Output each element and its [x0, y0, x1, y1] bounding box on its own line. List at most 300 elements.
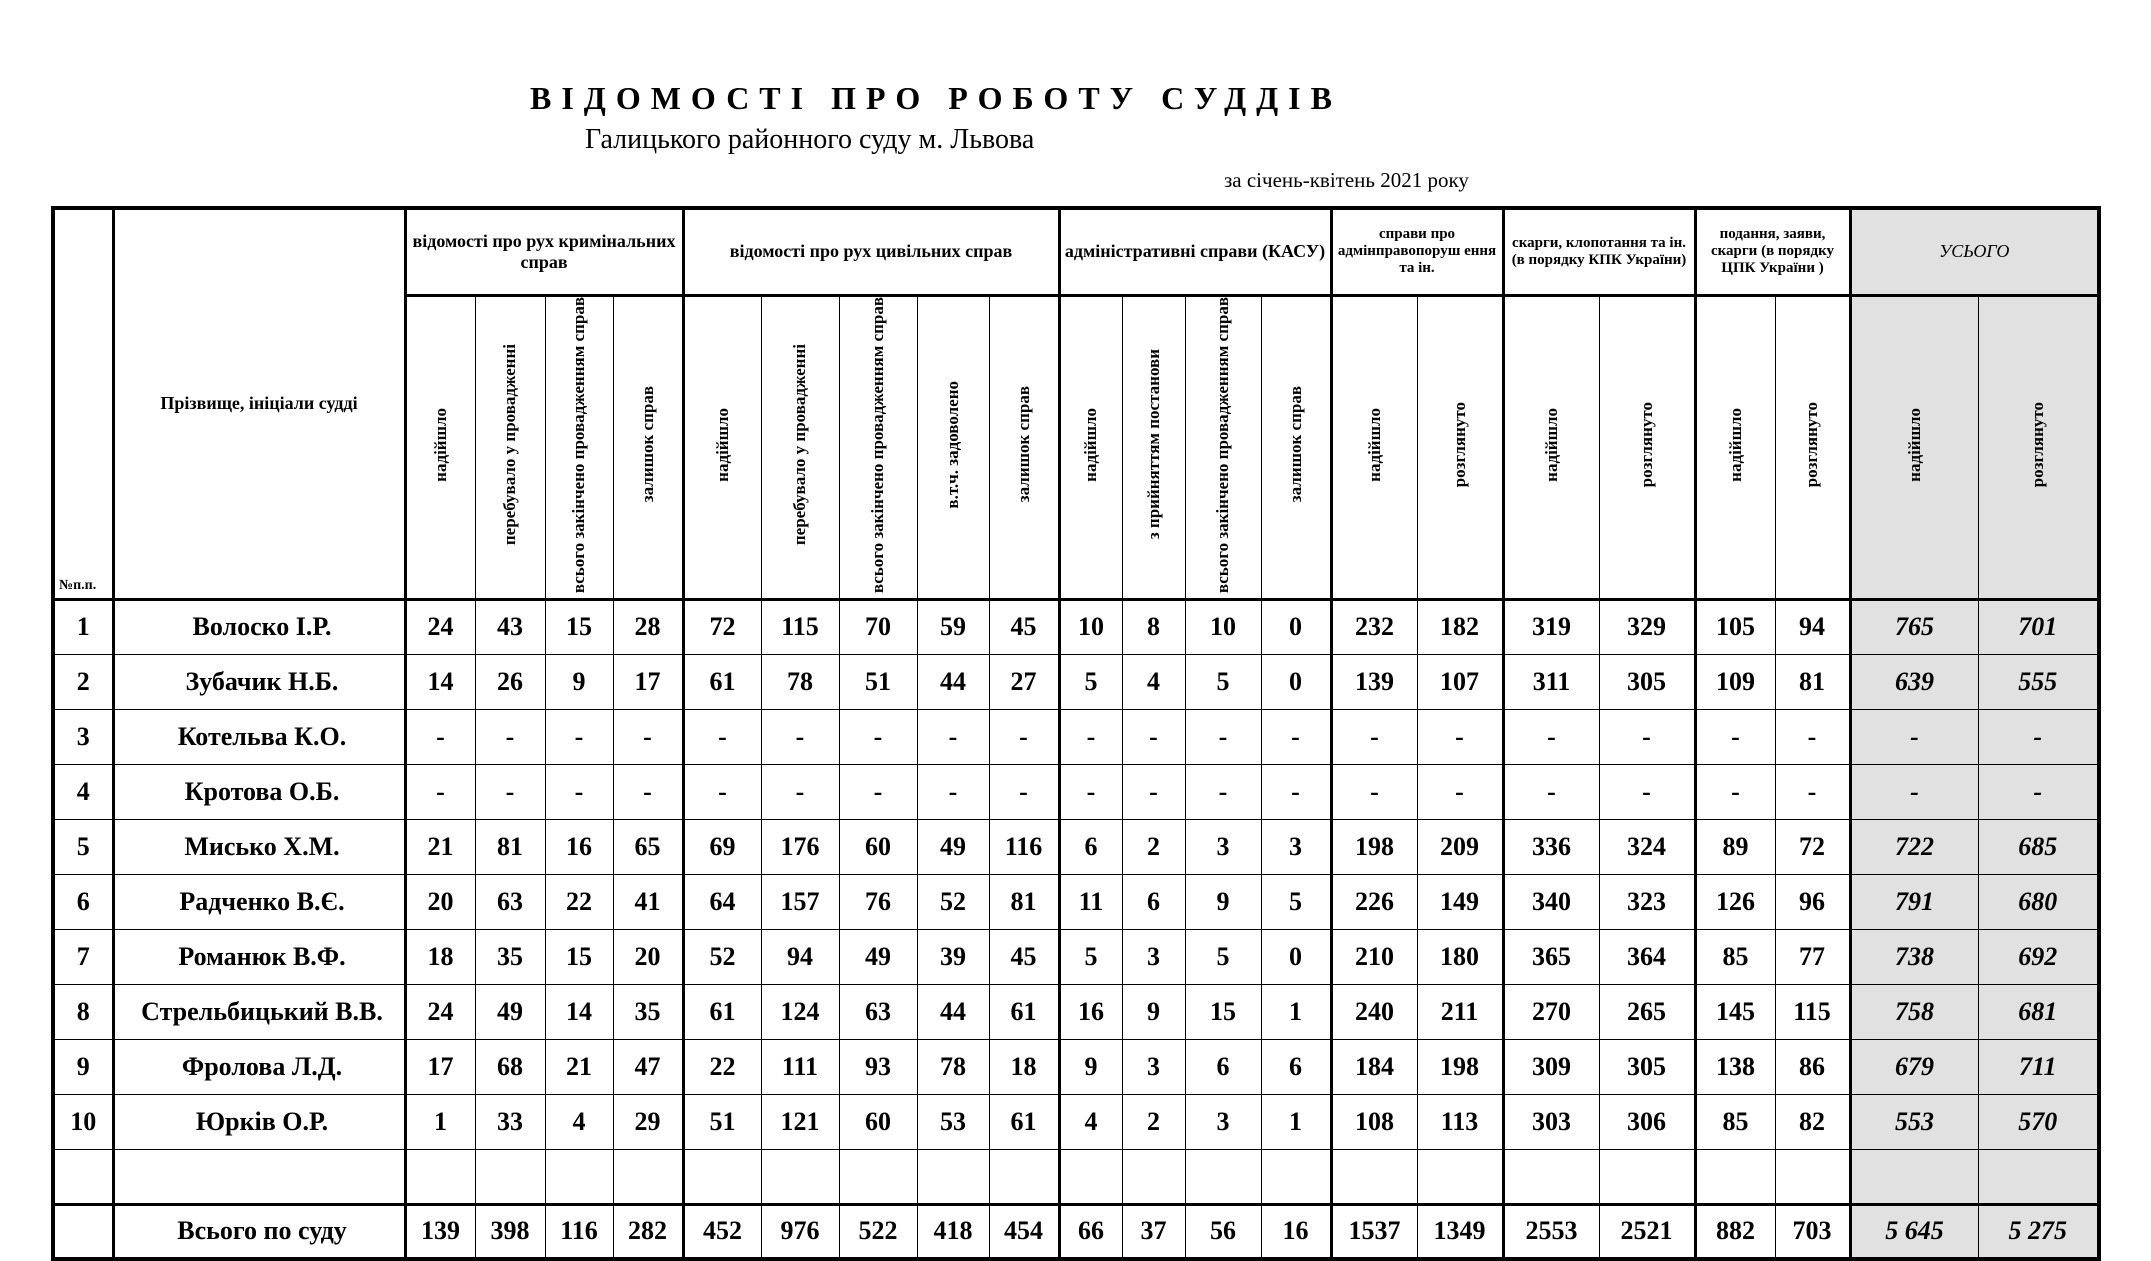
subheader-cell	[613, 295, 683, 599]
value-cell: 72	[1775, 819, 1850, 874]
column-number-header: №п.п.	[53, 208, 113, 599]
value-cell: 0	[1261, 929, 1331, 984]
value-cell: 89	[1695, 819, 1775, 874]
value-cell: 9	[1059, 1039, 1122, 1094]
total-considered-cell: 685	[1978, 819, 2099, 874]
value-cell: 14	[545, 984, 613, 1039]
judge-name: Романюк В.Ф.	[113, 929, 405, 984]
subheader-cell	[405, 295, 475, 599]
value-cell: 49	[839, 929, 917, 984]
value-cell: -	[1331, 764, 1417, 819]
subheader-cell	[917, 295, 989, 599]
value-cell: 51	[839, 654, 917, 709]
table-row	[53, 1039, 2099, 1094]
subheader-cell	[1599, 295, 1695, 599]
value-cell: 11	[1059, 874, 1122, 929]
subheader-with-resolution: з прийняттям постанови	[1143, 349, 1163, 540]
value-cell	[1599, 1149, 1695, 1204]
value-cell: -	[839, 709, 917, 764]
value-cell: 35	[475, 929, 545, 984]
value-cell: 10	[1059, 599, 1122, 654]
total-received-cell: 5 645	[1850, 1204, 1978, 1259]
value-cell: 139	[405, 1204, 475, 1259]
table-row	[53, 599, 2099, 654]
value-cell: 1537	[1331, 1204, 1417, 1259]
value-cell	[1059, 1149, 1122, 1204]
subheader-cell	[1695, 295, 1775, 599]
value-cell: 365	[1503, 929, 1599, 984]
value-cell: 305	[1599, 1039, 1695, 1094]
total-considered-cell: 570	[1978, 1094, 2099, 1149]
value-cell: 138	[1695, 1039, 1775, 1094]
value-cell: 15	[545, 929, 613, 984]
judge-name: Юрків О.Р.	[113, 1094, 405, 1149]
total-received-cell: 758	[1850, 984, 1978, 1039]
value-cell: 68	[475, 1039, 545, 1094]
value-cell	[683, 1149, 761, 1204]
value-cell: 306	[1599, 1094, 1695, 1149]
value-cell: 22	[545, 874, 613, 929]
value-cell: 3	[1122, 929, 1185, 984]
value-cell: 85	[1695, 929, 1775, 984]
summary-row	[53, 1204, 2099, 1259]
value-cell: 2553	[1503, 1204, 1599, 1259]
value-cell: 176	[761, 819, 839, 874]
value-cell	[1185, 1149, 1261, 1204]
row-number: 7	[53, 929, 113, 984]
value-cell: 10	[1185, 599, 1261, 654]
value-cell: 60	[839, 1094, 917, 1149]
value-cell: 198	[1417, 1039, 1503, 1094]
value-cell: 126	[1695, 874, 1775, 929]
value-cell: 211	[1417, 984, 1503, 1039]
table-row	[53, 709, 2099, 764]
group-complaints-kpk-header: скарги, клопотання та ін. (в порядку КПК України)	[1503, 208, 1695, 295]
value-cell: -	[405, 764, 475, 819]
value-cell: 17	[405, 1039, 475, 1094]
subheader-in-proceedings: перебувало у провадженні	[790, 344, 810, 546]
total-considered-cell	[1978, 1149, 2099, 1204]
subheader-total-considered: розглянуто	[2028, 401, 2048, 488]
value-cell: -	[545, 709, 613, 764]
value-cell: 59	[917, 599, 989, 654]
value-cell: 51	[683, 1094, 761, 1149]
value-cell: 16	[545, 819, 613, 874]
value-cell: 282	[613, 1204, 683, 1259]
value-cell: 14	[405, 654, 475, 709]
judge-name: Фролова Л.Д.	[113, 1039, 405, 1094]
value-cell	[405, 1149, 475, 1204]
group-total-header: УСЬОГО	[1850, 208, 2099, 295]
value-cell: 65	[613, 819, 683, 874]
value-cell: -	[917, 709, 989, 764]
table-row	[53, 819, 2099, 874]
subheader-completed: всього закінчено провадженням справ	[868, 296, 888, 593]
value-cell: 78	[761, 654, 839, 709]
total-received-cell: -	[1850, 709, 1978, 764]
value-cell: 76	[839, 874, 917, 929]
value-cell: 418	[917, 1204, 989, 1259]
value-cell: 184	[1331, 1039, 1417, 1094]
subheader-cell	[761, 295, 839, 599]
value-cell: 70	[839, 599, 917, 654]
value-cell: -	[683, 764, 761, 819]
value-cell: 18	[405, 929, 475, 984]
value-cell: 116	[545, 1204, 613, 1259]
value-cell: 8	[1122, 599, 1185, 654]
value-cell: 270	[1503, 984, 1599, 1039]
row-number: 3	[53, 709, 113, 764]
value-cell: 336	[1503, 819, 1599, 874]
value-cell: 16	[1059, 984, 1122, 1039]
value-cell: 115	[1775, 984, 1850, 1039]
value-cell: 28	[613, 599, 683, 654]
total-received-cell: -	[1850, 764, 1978, 819]
subheader-cell	[1775, 295, 1850, 599]
value-cell: 93	[839, 1039, 917, 1094]
value-cell: 4	[1059, 1094, 1122, 1149]
value-cell: 105	[1695, 599, 1775, 654]
value-cell: 43	[475, 599, 545, 654]
value-cell: 113	[1417, 1094, 1503, 1149]
total-received-cell: 639	[1850, 654, 1978, 709]
value-cell: 198	[1331, 819, 1417, 874]
value-cell	[1417, 1149, 1503, 1204]
value-cell: -	[405, 709, 475, 764]
value-cell: 56	[1185, 1204, 1261, 1259]
total-received-cell: 553	[1850, 1094, 1978, 1149]
value-cell: -	[1122, 709, 1185, 764]
group-petitions-cpk-header: подання, заяви, скарги (в порядку ЦПК України )	[1695, 208, 1850, 295]
value-cell: 2521	[1599, 1204, 1695, 1259]
table-row	[53, 1094, 2099, 1149]
total-considered-cell: 5 275	[1978, 1204, 2099, 1259]
value-cell: -	[1059, 764, 1122, 819]
value-cell: -	[1695, 709, 1775, 764]
value-cell: -	[545, 764, 613, 819]
value-cell: 94	[1775, 599, 1850, 654]
row-number	[53, 1149, 113, 1204]
court-name: Галицького районного суду м. Львова	[585, 124, 1035, 155]
value-cell: 96	[1775, 874, 1850, 929]
value-cell: 6	[1261, 1039, 1331, 1094]
table-row	[53, 874, 2099, 929]
subheader-remaining: залишок справ	[637, 386, 657, 503]
value-cell: 60	[839, 819, 917, 874]
subheader-cell	[989, 295, 1059, 599]
value-cell: -	[1261, 764, 1331, 819]
subheader-cell	[1261, 295, 1331, 599]
subheader-remaining: залишок справ	[1013, 386, 1033, 503]
value-cell: 24	[405, 984, 475, 1039]
value-cell: -	[1503, 709, 1599, 764]
row-number: 4	[53, 764, 113, 819]
value-cell: 20	[405, 874, 475, 929]
value-cell: 61	[989, 1094, 1059, 1149]
value-cell: 145	[1695, 984, 1775, 1039]
value-cell: 232	[1331, 599, 1417, 654]
value-cell: 210	[1331, 929, 1417, 984]
value-cell: -	[1185, 709, 1261, 764]
row-number: 10	[53, 1094, 113, 1149]
subheader-received: надійшло	[1364, 407, 1384, 482]
value-cell: 61	[989, 984, 1059, 1039]
report-title: ВІДОМОСТІ ПРО РОБОТУ СУДДІВ	[530, 80, 1342, 116]
value-cell	[475, 1149, 545, 1204]
row-number: 2	[53, 654, 113, 709]
value-cell: 26	[475, 654, 545, 709]
value-cell: 109	[1695, 654, 1775, 709]
value-cell: 22	[683, 1039, 761, 1094]
value-cell: -	[1599, 764, 1695, 819]
row-number: 6	[53, 874, 113, 929]
total-received-cell	[1850, 1149, 1978, 1204]
value-cell	[613, 1149, 683, 1204]
subheader-received: надійшло	[712, 407, 732, 482]
value-cell: 1	[1261, 1094, 1331, 1149]
value-cell: 77	[1775, 929, 1850, 984]
value-cell: 121	[761, 1094, 839, 1149]
value-cell: 44	[917, 654, 989, 709]
subheader-in-proceedings: перебувало у провадженні	[500, 344, 520, 546]
judge-name	[113, 1149, 405, 1204]
value-cell	[839, 1149, 917, 1204]
value-cell: 329	[1599, 599, 1695, 654]
value-cell: 4	[545, 1094, 613, 1149]
value-cell: -	[475, 764, 545, 819]
value-cell: 39	[917, 929, 989, 984]
value-cell: 398	[475, 1204, 545, 1259]
subheader-received: надійшло	[1081, 407, 1101, 482]
subheader-cell	[839, 295, 917, 599]
table-row	[53, 984, 2099, 1039]
judge-name: Зубачик Н.Б.	[113, 654, 405, 709]
value-cell: 0	[1261, 654, 1331, 709]
value-cell: -	[1059, 709, 1122, 764]
value-cell: 2	[1122, 1094, 1185, 1149]
value-cell	[1695, 1149, 1775, 1204]
value-cell: 6	[1122, 874, 1185, 929]
value-cell: 265	[1599, 984, 1695, 1039]
subheader-completed: всього закінчено провадженням справ	[1213, 296, 1233, 593]
value-cell: 47	[613, 1039, 683, 1094]
value-cell: 63	[839, 984, 917, 1039]
value-cell: 61	[683, 984, 761, 1039]
value-cell: 66	[1059, 1204, 1122, 1259]
value-cell: 311	[1503, 654, 1599, 709]
value-cell: 149	[1417, 874, 1503, 929]
value-cell: 21	[405, 819, 475, 874]
value-cell: 324	[1599, 819, 1695, 874]
value-cell: 3	[1122, 1039, 1185, 1094]
value-cell: 49	[917, 819, 989, 874]
subheader-satisfied: в.т.ч. задоволено	[943, 380, 963, 509]
value-cell: 703	[1775, 1204, 1850, 1259]
value-cell: 49	[475, 984, 545, 1039]
value-cell: 21	[545, 1039, 613, 1094]
judge-name: Радченко В.Є.	[113, 874, 405, 929]
total-received-cell: 738	[1850, 929, 1978, 984]
row-number: 8	[53, 984, 113, 1039]
value-cell: 63	[475, 874, 545, 929]
value-cell	[1261, 1149, 1331, 1204]
value-cell	[989, 1149, 1059, 1204]
group-admin-offences-header: справи про адмінправопоруш ення та ін.	[1331, 208, 1503, 295]
value-cell: -	[761, 709, 839, 764]
value-cell: 0	[1261, 599, 1331, 654]
value-cell: 5	[1185, 654, 1261, 709]
value-cell: 27	[989, 654, 1059, 709]
value-cell: 107	[1417, 654, 1503, 709]
value-cell: 45	[989, 929, 1059, 984]
value-cell: 5	[1059, 929, 1122, 984]
value-cell: 6	[1059, 819, 1122, 874]
subheader-received: надійшло	[1725, 407, 1745, 482]
value-cell: 9	[1185, 874, 1261, 929]
subheader-cell	[1122, 295, 1185, 599]
value-cell: 52	[917, 874, 989, 929]
value-cell	[1503, 1149, 1599, 1204]
report-period: за січень-квітень 2021 року	[1224, 168, 1469, 192]
summary-label: Всього по суду	[113, 1204, 405, 1259]
total-considered-cell: 555	[1978, 654, 2099, 709]
value-cell: 82	[1775, 1094, 1850, 1149]
judge-name: Волоско І.Р.	[113, 599, 405, 654]
value-cell: 452	[683, 1204, 761, 1259]
value-cell: 17	[613, 654, 683, 709]
value-cell: 5	[1185, 929, 1261, 984]
subheader-cell	[1185, 295, 1261, 599]
subheader-cell	[545, 295, 613, 599]
subheader-received: надійшло	[430, 407, 450, 482]
value-cell: 3	[1185, 819, 1261, 874]
value-cell: 78	[917, 1039, 989, 1094]
value-cell: 323	[1599, 874, 1695, 929]
value-cell: 18	[989, 1039, 1059, 1094]
value-cell: 303	[1503, 1094, 1599, 1149]
value-cell: 85	[1695, 1094, 1775, 1149]
value-cell: -	[989, 764, 1059, 819]
value-cell: -	[683, 709, 761, 764]
value-cell	[1122, 1149, 1185, 1204]
value-cell	[1331, 1149, 1417, 1204]
value-cell: 20	[613, 929, 683, 984]
judge-name: Стрельбицький В.В.	[113, 984, 405, 1039]
value-cell: 29	[613, 1094, 683, 1149]
subheader-considered: розглянуто	[1449, 401, 1469, 488]
subheader-cell	[683, 295, 761, 599]
value-cell: -	[1331, 709, 1417, 764]
total-considered-cell: 711	[1978, 1039, 2099, 1094]
group-administrative-cases-header: адміністративні справи (КАСУ)	[1059, 208, 1331, 295]
value-cell: 9	[1122, 984, 1185, 1039]
judge-name: Котельва К.О.	[113, 709, 405, 764]
value-cell: -	[917, 764, 989, 819]
value-cell	[917, 1149, 989, 1204]
value-cell: 882	[1695, 1204, 1775, 1259]
value-cell: 305	[1599, 654, 1695, 709]
value-cell: -	[1775, 764, 1850, 819]
value-cell: 1349	[1417, 1204, 1503, 1259]
value-cell	[1775, 1149, 1850, 1204]
value-cell: 309	[1503, 1039, 1599, 1094]
value-cell: 15	[545, 599, 613, 654]
value-cell: 69	[683, 819, 761, 874]
value-cell: 180	[1417, 929, 1503, 984]
value-cell: -	[1122, 764, 1185, 819]
value-cell: 86	[1775, 1039, 1850, 1094]
value-cell: -	[1599, 709, 1695, 764]
value-cell: 5	[1261, 874, 1331, 929]
subheader-cell	[1059, 295, 1122, 599]
value-cell: 340	[1503, 874, 1599, 929]
value-cell: 6	[1185, 1039, 1261, 1094]
column-judge-name-header: Прізвище, ініціали судді	[113, 208, 405, 599]
value-cell: 4	[1122, 654, 1185, 709]
value-cell: 41	[613, 874, 683, 929]
value-cell: 81	[1775, 654, 1850, 709]
value-cell: -	[1417, 709, 1503, 764]
subheader-total-received: надійшло	[1904, 407, 1924, 482]
total-considered-cell: 681	[1978, 984, 2099, 1039]
value-cell: 108	[1331, 1094, 1417, 1149]
value-cell: 33	[475, 1094, 545, 1149]
value-cell: 35	[613, 984, 683, 1039]
table-row	[53, 764, 2099, 819]
value-cell: -	[761, 764, 839, 819]
value-cell: 37	[1122, 1204, 1185, 1259]
value-cell: -	[1185, 764, 1261, 819]
subheader-cell	[1417, 295, 1503, 599]
subheader-cell	[1850, 295, 1978, 599]
value-cell: 9	[545, 654, 613, 709]
value-cell: -	[989, 709, 1059, 764]
value-cell: 44	[917, 984, 989, 1039]
group-civil-cases-header: відомості про рух цивільних справ	[683, 208, 1059, 295]
value-cell: -	[1261, 709, 1331, 764]
row-number: 5	[53, 819, 113, 874]
value-cell: 53	[917, 1094, 989, 1149]
value-cell	[761, 1149, 839, 1204]
subheader-received: надійшло	[1541, 407, 1561, 482]
table-body	[53, 599, 2099, 1259]
total-received-cell: 722	[1850, 819, 1978, 874]
judge-name: Мисько Х.М.	[113, 819, 405, 874]
judges-report-table	[51, 206, 2101, 1261]
subheader-remaining: залишок справ	[1285, 386, 1305, 503]
value-cell: 3	[1261, 819, 1331, 874]
total-considered-cell: 680	[1978, 874, 2099, 929]
value-cell: -	[839, 764, 917, 819]
subheader-considered: розглянуто	[1636, 401, 1656, 488]
total-considered-cell: 701	[1978, 599, 2099, 654]
value-cell: 1	[1261, 984, 1331, 1039]
value-cell: 45	[989, 599, 1059, 654]
value-cell: 64	[683, 874, 761, 929]
value-cell: 209	[1417, 819, 1503, 874]
value-cell: 124	[761, 984, 839, 1039]
value-cell: 157	[761, 874, 839, 929]
value-cell: 3	[1185, 1094, 1261, 1149]
judge-name: Кротова О.Б.	[113, 764, 405, 819]
table-row	[53, 1149, 2099, 1204]
subheader-cell	[475, 295, 545, 599]
subheader-cell	[1978, 295, 2099, 599]
row-number: 1	[53, 599, 113, 654]
value-cell: 116	[989, 819, 1059, 874]
value-cell: 2	[1122, 819, 1185, 874]
value-cell: 364	[1599, 929, 1695, 984]
